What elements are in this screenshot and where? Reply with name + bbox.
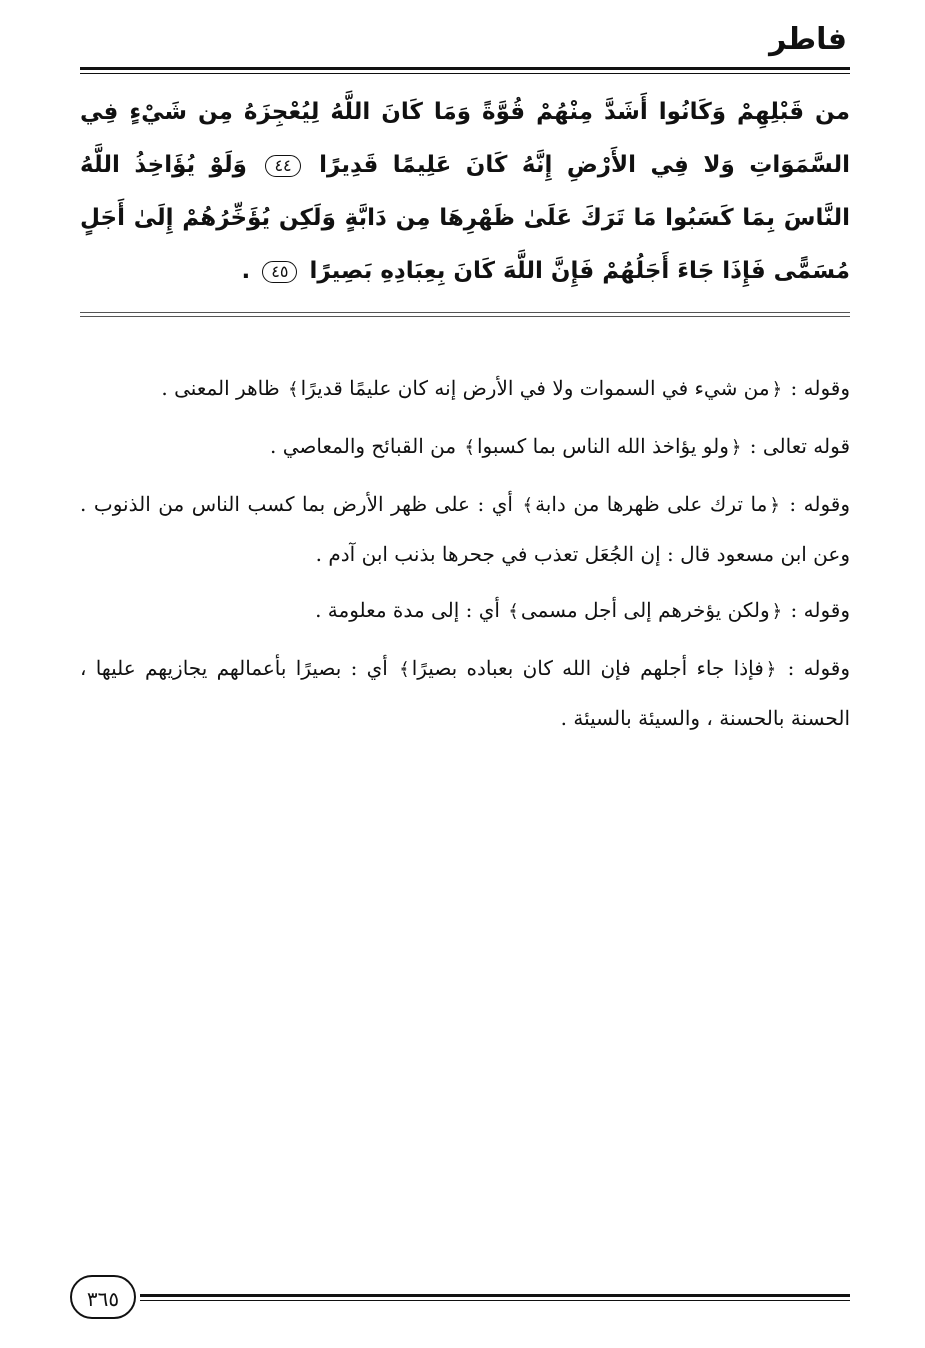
open-brace: ﴿	[771, 379, 783, 400]
quran-text-part1: من قَبْلِهِمْ وَكَانُوا أَشَدَّ مِنْهُمْ قُوَّةً وَمَا كَانَ اللَّهُ لِيُعْجِزَهُ مِن شَيْءٍ فِي السَّمَوَاتِ وَلا فِي الأَرْضِ إِنَّهُ كَانَ عَلِيمًا قَدِيرًا	[80, 99, 850, 178]
commentary-explanation: أي : إلى مدة معلومة .	[315, 598, 500, 622]
commentary-quote: فإذا جاء أجلهم فإن الله كان بعباده بصيرًا	[411, 656, 764, 680]
commentary-block	[80, 364, 850, 750]
commentary-quote: ما ترك على ظهرها من دابة	[535, 492, 768, 516]
quran-text-end: .	[241, 258, 251, 284]
commentary-explanation: أي : بصيرًا بأعمالهم يجازيهم عليها ، الحسنة بالحسنة ، والسيئة بالسيئة .	[80, 656, 850, 730]
commentary-lead: قوله تعالى :	[749, 434, 850, 458]
commentary-lead: وقوله :	[790, 598, 850, 622]
section-divider-lower	[80, 316, 850, 317]
commentary-paragraph	[80, 644, 850, 742]
commentary-quote: ولكن يؤخرهم إلى أجل مسمى	[520, 598, 770, 622]
commentary-lead: وقوله :	[790, 376, 850, 400]
section-divider-upper	[80, 312, 850, 313]
page-number: ٣٦٥	[70, 1275, 136, 1319]
commentary-lead: وقوله :	[787, 656, 851, 680]
header-rule-thin	[80, 73, 850, 74]
close-brace: ﴾	[522, 495, 534, 516]
commentary-quote: ولو يؤاخذ الله الناس بما كسبوا	[476, 434, 729, 458]
ayah-number-45: ٤٥	[262, 261, 297, 283]
commentary-explanation: ظاهر المعنى .	[161, 376, 280, 400]
quran-text-part2: وَلَوْ يُؤَاخِذُ اللَّهُ النَّاسَ بِمَا كَسَبُوا مَا تَرَكَ عَلَىٰ ظَهْرِهَا مِن دَابَّةٍ وَلَكِن يُؤَخِّرُهُمْ إِلَىٰ أَجَلٍ مُسَمًّى فَإِذَا جَاءَ أَجَلُهُمْ فَإِنَّ اللَّهَ كَانَ بِعِبَادِهِ بَصِيرًا	[80, 152, 850, 284]
commentary-lead: وقوله :	[789, 492, 851, 516]
open-brace: ﴿	[769, 495, 780, 516]
footer-rule-thick	[140, 1294, 850, 1297]
surah-title: فاطر	[769, 22, 847, 57]
commentary-paragraph	[80, 364, 850, 414]
open-brace: ﴿	[730, 437, 742, 458]
header-rule-thick	[80, 67, 850, 70]
open-brace: ﴿	[765, 659, 777, 680]
close-brace: ﴾	[399, 659, 410, 680]
open-brace: ﴿	[771, 601, 783, 622]
quran-text-block	[80, 86, 850, 298]
commentary-explanation: أي : على ظهر الأرض بما كسب الناس من الذنوب . وعن ابن مسعود قال : إن الجُعَل تعذب في جحرها بذنب ابن آدم .	[80, 492, 850, 566]
footer-rule-thin	[140, 1300, 850, 1301]
commentary-paragraph	[80, 586, 850, 636]
commentary-quote: من شيء في السموات ولا في الأرض إنه كان عليمًا قديرًا	[300, 376, 770, 400]
commentary-paragraph	[80, 480, 850, 578]
commentary-explanation: من القبائح والمعاصي .	[270, 434, 457, 458]
ayah-number-44: ٤٤	[265, 155, 300, 177]
commentary-paragraph	[80, 422, 850, 472]
close-brace: ﴾	[508, 601, 519, 622]
close-brace: ﴾	[288, 379, 299, 400]
close-brace: ﴾	[464, 437, 475, 458]
